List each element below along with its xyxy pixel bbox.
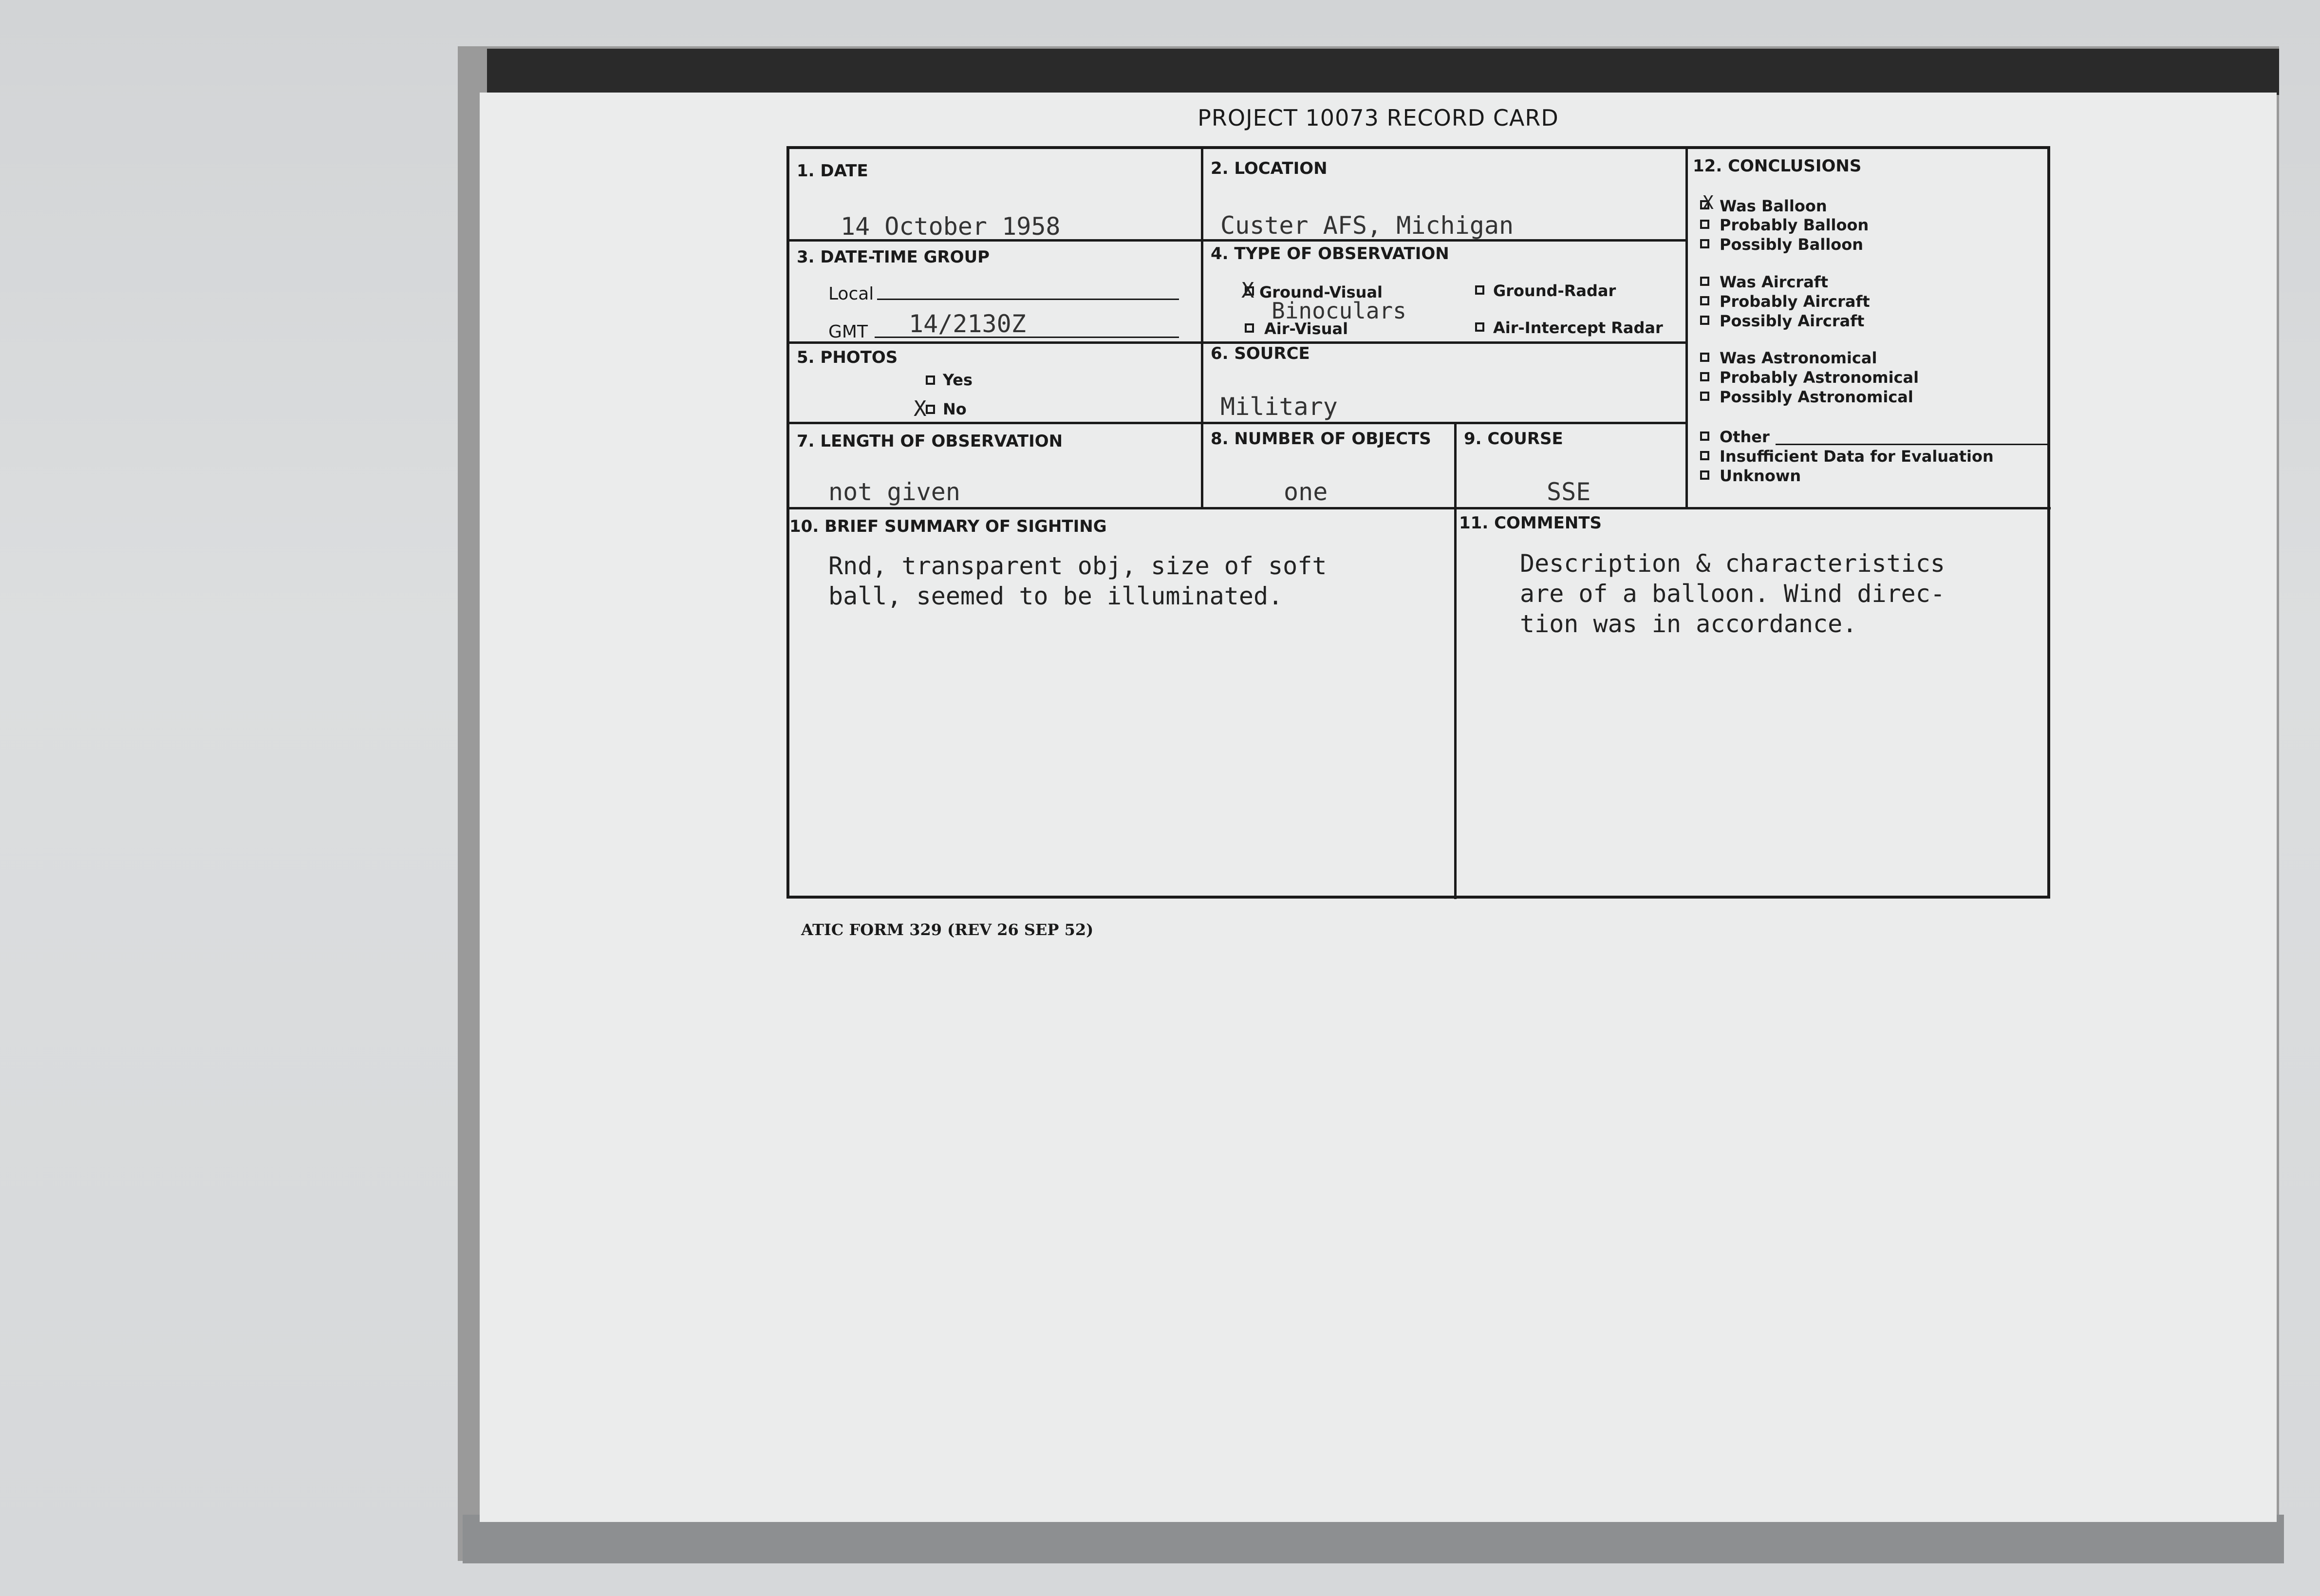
record-form [786,146,2050,899]
photos-no-label: No [943,400,967,418]
record-card [480,93,2277,1522]
shadow-top-edge [487,49,2279,95]
observation-type-label: 4. TYPE OF OBSERVATION [1211,244,1449,263]
concl-unknown-label: Unknown [1720,467,1801,485]
summary-label: 10. BRIEF SUMMARY OF SIGHTING [789,517,1107,536]
concl-probably-balloon-label: Probably Balloon [1720,216,1869,234]
concl-probably-aircraft-label: Probably Aircraft [1720,292,1870,311]
concl-was-balloon-check-mark: X [1703,192,1714,213]
concl-was-astronomical-label: Was Astronomical [1720,349,1877,367]
course-label: 9. COURSE [1464,429,1563,449]
concl-possibly-aircraft-checkbox[interactable] [1700,316,1709,325]
concl-other-label: Other [1720,428,1770,446]
comments-text: Description & characteristics are of a balloon. Wind direc- tion was in accordance. [1520,549,1945,638]
dtg-local-label: Local [828,284,874,304]
dtg-local-line [877,299,1179,300]
conclusions-label: 12. CONCLUSIONS [1693,156,1862,176]
source-value: Military [1220,393,1338,421]
date-label: 1. DATE [797,161,868,181]
date-value: 14 October 1958 [841,212,1061,241]
card-title: PROJECT 10073 RECORD CARD [1197,105,1559,131]
rule-col-conclusions [1685,149,1688,507]
photos-no-check-mark: X [914,396,927,421]
photos-no-checkbox[interactable] [926,405,935,414]
concl-probably-astronomical-checkbox[interactable] [1700,372,1709,381]
concl-was-balloon-label: Was Balloon [1720,197,1827,215]
rule-row3 [789,422,1688,424]
summary-text: Rnd, transparent obj, size of soft ball, seemed to be illuminated. [828,552,1327,610]
form-number-footer: ATIC FORM 329 (REV 26 SEP 52) [801,920,1094,939]
dtg-gmt-value: 14/2130Z [909,310,1026,338]
ground-visual-label: Ground-Visual [1259,283,1383,301]
objects-value: one [1284,478,1328,506]
concl-other-checkbox[interactable] [1700,432,1709,441]
source-label: 6. SOURCE [1211,344,1310,363]
ground-visual-check-mark: X [1241,278,1254,303]
location-value: Custer AFS, Michigan [1220,211,1514,240]
concl-was-aircraft-checkbox[interactable] [1700,277,1709,286]
concl-was-aircraft-label: Was Aircraft [1720,273,1829,291]
shadow-bottom-edge [463,1515,2284,1563]
concl-probably-balloon-checkbox[interactable] [1700,220,1709,229]
rule-row4 [789,507,2051,509]
photos-label: 5. PHOTOS [797,348,898,367]
objects-label: 8. NUMBER OF OBJECTS [1211,429,1431,449]
photos-yes-checkbox[interactable] [926,376,935,385]
air-intercept-label: Air-Intercept Radar [1493,319,1663,337]
photos-yes-label: Yes [943,371,973,389]
concl-unknown-checkbox[interactable] [1700,470,1709,480]
concl-insufficient-label: Insufficient Data for Evaluation [1720,447,1994,466]
dtg-gmt-label: GMT [828,322,868,342]
binoculars-note: Binoculars [1272,298,1406,324]
length-label: 7. LENGTH OF OBSERVATION [797,432,1063,451]
concl-possibly-aircraft-label: Possibly Aircraft [1720,312,1865,330]
concl-probably-aircraft-checkbox[interactable] [1700,296,1709,305]
concl-possibly-astronomical-checkbox[interactable] [1700,392,1709,401]
course-value: SSE [1547,478,1591,506]
concl-possibly-astronomical-label: Possibly Astronomical [1720,388,1913,406]
location-label: 2. LOCATION [1211,159,1328,178]
concl-possibly-balloon-checkbox[interactable] [1700,239,1709,248]
air-intercept-checkbox[interactable] [1475,322,1484,332]
concl-possibly-balloon-label: Possibly Balloon [1720,235,1864,254]
dtg-label: 3. DATE-TIME GROUP [797,247,990,267]
rule-col-course [1454,422,1457,899]
length-value: not given [828,478,960,506]
concl-was-astronomical-checkbox[interactable] [1700,353,1709,362]
concl-insufficient-checkbox[interactable] [1700,451,1709,460]
ground-radar-checkbox[interactable] [1475,285,1484,295]
concl-other-line [1776,444,2048,445]
rule-col-a [1201,149,1203,507]
ground-radar-label: Ground-Radar [1493,282,1616,300]
concl-probably-astronomical-label: Probably Astronomical [1720,368,1919,387]
air-visual-checkbox[interactable] [1245,323,1254,333]
air-visual-label: Air-Visual [1264,319,1348,338]
comments-label: 11. COMMENTS [1459,513,1602,533]
